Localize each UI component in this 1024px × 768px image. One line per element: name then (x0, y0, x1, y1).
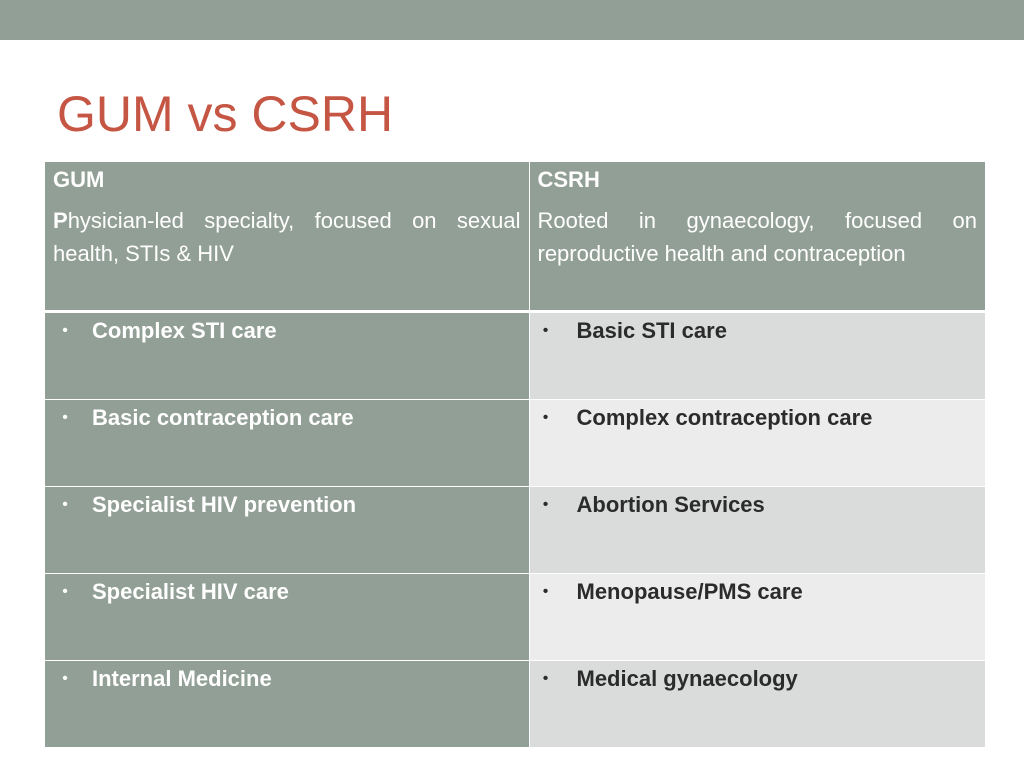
gum-item: Specialist HIV prevention (92, 492, 357, 517)
gum-column-title: GUM (53, 167, 105, 192)
gum-cell (45, 400, 530, 487)
bullet-icon: • (62, 496, 68, 513)
gum-cell (45, 487, 530, 574)
gum-cell (45, 574, 530, 661)
gum-item: Complex STI care (92, 318, 277, 343)
bullet-icon: • (62, 409, 68, 426)
csrh-item: Menopause/PMS care (576, 579, 803, 604)
table-row (45, 400, 986, 487)
gum-description-text: hysician-led specialty, focused on sexual health, STIs & HIV (53, 208, 521, 266)
bullet-icon: • (542, 670, 549, 687)
bullet-icon: • (542, 322, 549, 339)
csrh-item: Medical gynaecology (576, 666, 798, 691)
gum-item: Internal Medicine (92, 666, 272, 691)
gum-description-lead: P (53, 208, 68, 233)
bullet-icon: • (542, 583, 549, 600)
gum-item: Specialist HIV care (92, 579, 289, 604)
gum-header-cell (45, 162, 530, 312)
gum-cell (45, 661, 530, 748)
bullet-icon: • (62, 322, 68, 339)
bullet-icon: • (542, 409, 549, 426)
csrh-item: Basic STI care (576, 318, 727, 343)
top-band (0, 0, 1024, 40)
table-row (45, 312, 986, 400)
csrh-cell (529, 574, 986, 661)
csrh-item: Abortion Services (576, 492, 765, 517)
gum-cell (45, 312, 530, 400)
csrh-cell (529, 312, 986, 400)
csrh-cell (529, 400, 986, 487)
bullet-icon: • (62, 583, 68, 600)
table-row (45, 487, 986, 574)
table-header-row (45, 162, 986, 312)
gum-item: Basic contraception care (92, 405, 354, 430)
csrh-item: Complex contraception care (576, 405, 873, 430)
csrh-description: Rooted in gynaecology, focused on reproductive health and contraception (537, 208, 977, 266)
csrh-column-title: CSRH (537, 167, 600, 192)
bullet-icon: • (542, 496, 549, 513)
gum-description (45, 194, 529, 270)
csrh-cell (529, 661, 986, 748)
table-row (45, 574, 986, 661)
csrh-cell (529, 487, 986, 574)
comparison-table (44, 161, 986, 748)
table-row (45, 661, 986, 748)
slide-title: GUM vs CSRH (57, 86, 394, 142)
bullet-icon: • (62, 670, 68, 687)
csrh-header-cell (529, 162, 986, 312)
